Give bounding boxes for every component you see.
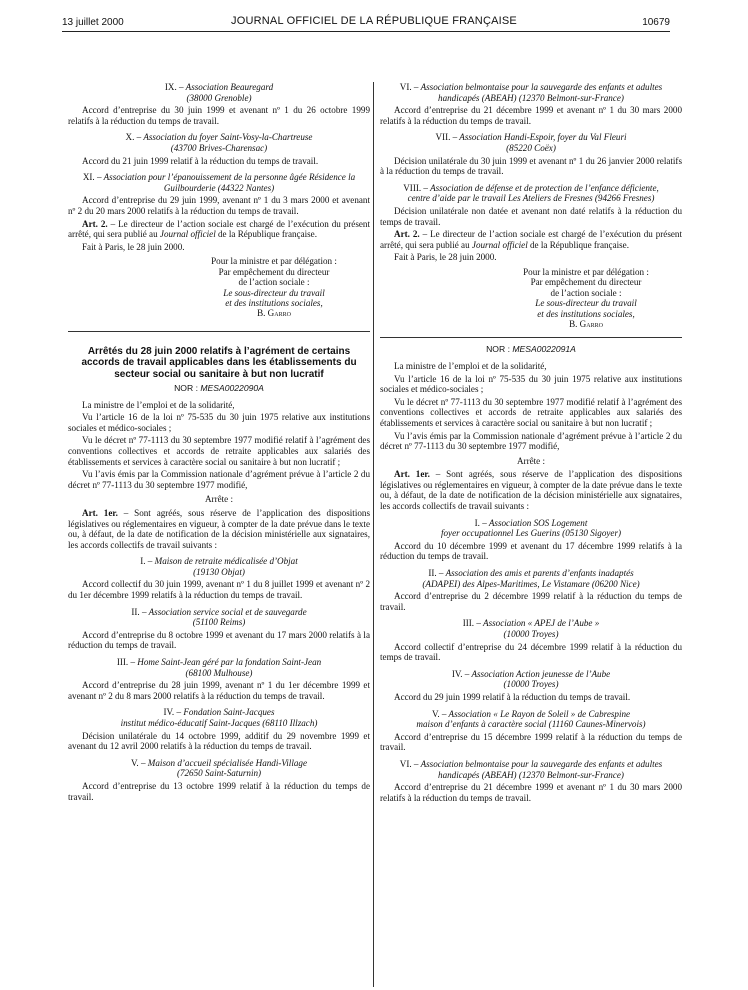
section-text: Accord d’entreprise du 13 octobre 1999 relatif à la réduction du temps de travail. [68, 780, 370, 802]
section-text: Décision unilatérale du 30 juin 1999 et avenant nº 1 du 26 janvier 2000 relatifs à la réduction du temps de travail. [380, 155, 682, 177]
section-heading: II. – Association service social et de sauvegarde (51100 Reims) [131, 606, 307, 628]
header-rule [62, 31, 670, 32]
page-number: 10679 [642, 17, 670, 28]
section-text: Accord du 29 juin 1999 relatif à la réduction du temps de travail. [394, 691, 631, 702]
section-rule [68, 331, 370, 332]
section-heading: VIII. – Association de défense et de protection de l’enfance déficiente, centre d’aide par le travail Les Ateliers de Fresnes (94266 Fresnes) [403, 182, 659, 204]
section-heading: I. – Association SOS Logement foyer occupationnel Les Guerins (05130 Sigoyer) [440, 517, 622, 539]
section-text: Accord d’entreprise du 21 décembre 1999 et avenant nº 1 du 30 mars 2000 relatifs à la réduction du temps de travail. [380, 105, 682, 126]
section-rule [380, 337, 682, 338]
section-text: Décision unilatérale non datée et avenant non daté relatifs à la réduction du temps de travail. [380, 205, 682, 227]
section-text: Accord collectif d’entreprise du 24 décembre 1999 relatif à la réduction du temps de travail. [380, 641, 682, 663]
section-text: Accord d’entreprise du 2 décembre 1999 relatif à la réduction du temps de travail. [380, 591, 682, 612]
column-divider [373, 82, 374, 987]
section-text: Accord d’entreprise du 29 juin 1999, avenant nº 1 du 3 mars 2000 et avenant nº 2 du 20 mars 2000 relatifs à la réduction du temps de travail. [68, 195, 370, 216]
ministre-line: La ministre de l’emploi et de la solidarité, [82, 399, 235, 410]
section-text: Accord du 10 décembre 1999 et avenant du 17 décembre 1999 relatifs à la réduction du temps de travail. [380, 540, 682, 562]
header-date: 13 juillet 2000 [62, 17, 124, 28]
arrete-label: Arrête : [516, 455, 546, 466]
nor-reference: NOR : MESA0022090A [174, 382, 264, 393]
visa: Vu l’avis émis par la Commission nationale d’agrément prévue à l’article 2 du décret nº 77-1113 du 30 septembre 1977 modifié, [380, 430, 682, 452]
page-header [0, 0, 748, 30]
right-column [380, 82, 682, 805]
section-heading: VI. – Association belmontaise pour la sauvegarde des enfants et adultes handicapés (ABEAH) (12370 Belmont-sur-France) [399, 758, 663, 780]
journal-title: JOURNAL OFFICIEL DE LA RÉPUBLIQUE FRANÇAISE [231, 15, 517, 27]
section-heading: III. – Association « APEJ de l’Aube » (10000 Troyes) [462, 618, 600, 639]
section-text: Décision unilatérale du 14 octobre 1999, additif du 29 novembre 1999 et avenant du 12 avril 2000 relatifs à la réduction du temps de travail. [68, 730, 370, 752]
section-heading: V. – Maison d’accueil spécialisée Handi-Village (72650 Saint-Saturnin) [131, 757, 307, 779]
section-heading: IX. – Association Beauregard (38000 Grenoble) [164, 82, 274, 103]
left-column [68, 82, 370, 804]
section-text: Accord d’entreprise du 21 décembre 1999 et avenant nº 1 du 30 mars 2000 relatifs à la réduction du temps de travail. [380, 782, 682, 803]
nor-reference: NOR : MESA0022091A [486, 344, 576, 355]
section-heading: X. – Association du foyer Saint-Vosy-la-Chartreuse (43700 Brives-Charensac) [125, 132, 313, 153]
visa: Vu le décret nº 77-1113 du 30 septembre 1977 modifié relatif à l’agrément des conventions collectives et accords de retraite applicables aux salariés des établissements et services à caractère social ou sanitaire à but non lucratif ; [68, 435, 370, 467]
visa: Vu l’avis émis par la Commission nationale d’agrément prévue à l’article 2 du décret nº 77-1113 du 30 septembre 1977 modifié, [68, 469, 370, 490]
fait-a-paris: Fait à Paris, le 28 juin 2000. [82, 241, 185, 252]
article-2: Art. 2. – Le directeur de l’action sociale est chargé de l’exécution du présent arrêté, qui sera publié au Journal officiel de la République française. [68, 218, 370, 240]
section-heading: IV. – Fondation Saint-Jacques institut médico-éducatif Saint-Jacques (68110 Illzach) [120, 707, 318, 728]
section-heading: III. – Home Saint-Jean géré par la fondation Saint-Jean (68100 Mulhouse) [116, 657, 322, 678]
section-text: Accord d’entreprise du 15 décembre 1999 relatif à la réduction du temps de travail. [380, 731, 682, 753]
visa: Vu l’article 16 de la loi nº 75-535 du 30 juin 1975 relative aux institutions sociales et médico-sociales ; [380, 373, 682, 395]
section-heading: I. – Maison de retraite médicalisée d’Objat (19130 Objat) [140, 556, 298, 577]
section-text: Accord collectif du 30 juin 1999, avenant nº 1 du 8 juillet 1999 et avenant nº 2 du 1er décembre 1999 relatifs à la réduction du temps de travail. [68, 579, 370, 601]
article-1: Art. 1er. – Sont agréés, sous réserve de l’application des dispositions législatives ou réglementaires en vigueur, à compter de la date prévue dans le texte ou, à défaut, de la date de notification de la décision ministérielle aux signataires, les accords collectifs de travail suivants : [68, 507, 370, 550]
section-heading: IV. – Association Action jeunesse de l’Aube (10000 Troyes) [451, 668, 611, 690]
ministre-line: La ministre de l’emploi et de la solidarité, [394, 360, 547, 371]
article-1: Art. 1er. – Sont agréés, sous réserve de l’application des dispositions législatives ou réglementaires en vigueur, à compter de la date prévue dans le texte ou, à défaut, de la date de notification de la décision ministérielle aux signataires, les accords collectifs de travail suivants : [380, 469, 682, 512]
arrete-title: Arrêtés du 28 juin 2000 relatifs à l’agrément de certains accords de travail applicables dans les établissements du secteur social ou sanitaire à but non lucratif [81, 345, 357, 380]
section-heading: II. – Association des amis et parents d’enfants inadaptés (ADAPEI) des Alpes-Maritimes, Le Vistamare (06200 Nice) [422, 568, 640, 589]
fait-a-paris: Fait à Paris, le 28 juin 2000. [394, 252, 497, 263]
section-text: Accord du 21 juin 1999 relatif à la réduction du temps de travail. [82, 155, 319, 166]
visa: Vu l’article 16 de la loi nº 75-535 du 30 juin 1975 relative aux institutions sociales et médico-sociales ; [68, 412, 370, 433]
arrete-label: Arrête : [204, 494, 234, 505]
article-2: Art. 2. – Le directeur de l’action sociale est chargé de l’exécution du présent arrêté, qui sera publié au Journal officiel de la République française. [380, 229, 682, 250]
section-heading: XI. – Association pour l’épanouissement de la personne âgée Résidence la Guilbourderie (44322 Nantes) [82, 172, 356, 193]
signature-block: Pour la ministre et par délégation : Par empêchement du directeur de l’action sociale : Le sous-directeur du travail et des institutions sociales, B. Garro [211, 256, 337, 319]
section-heading: VI. – Association belmontaise pour la sauvegarde des enfants et adultes handicapés (ABEAH) (12370 Belmont-sur-France) [399, 82, 663, 103]
section-text: Accord d’entreprise du 28 juin 1999, avenant nº 1 du 1er décembre 1999 et avenant nº 2 du 8 mars 2000 relatifs à la réduction du temps de travail. [68, 680, 370, 701]
section-heading: V. – Association « Le Rayon de Soleil » de Cabrespine maison d’enfants à caractère social (11160 Caunes-Minervois) [416, 708, 646, 730]
section-text: Accord d’entreprise du 8 octobre 1999 et avenant du 17 mars 2000 relatifs à la réduction du temps de travail. [68, 629, 370, 651]
signature-block: Pour la ministre et par délégation : Par empêchement du directeur de l’action sociale : Le sous-directeur du travail et des institutions sociales, B. Garro [523, 266, 649, 329]
section-heading: VII. – Association Handi-Espoir, foyer du Val Fleuri (85220 Coëx) [435, 132, 627, 153]
section-text: Accord d’entreprise du 30 juin 1999 et avenant nº 1 du 26 octobre 1999 relatifs à la réduction du temps de travail. [68, 105, 370, 126]
visa: Vu le décret nº 77-1113 du 30 septembre 1977 modifié relatif à l’agrément des conventions collectives et accords de retraite applicables aux salariés des établissements et services à caractère social ou sanitaire à but non lucratif ; [380, 396, 682, 428]
